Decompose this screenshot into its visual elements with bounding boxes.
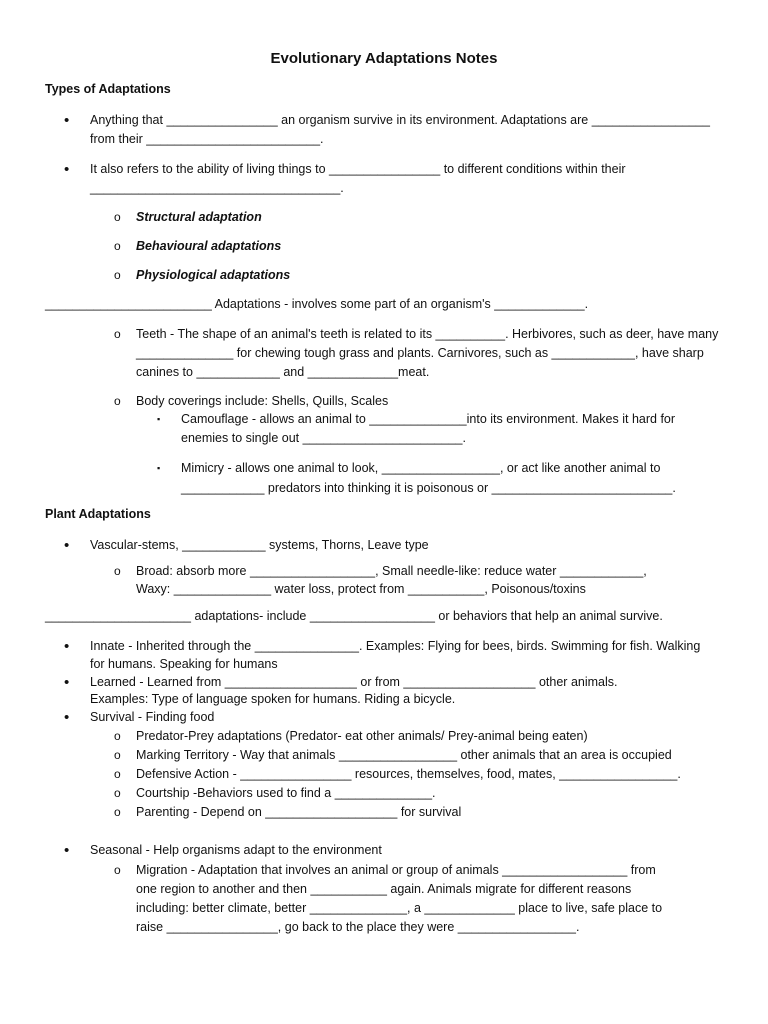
note-line: Waxy: ______________ water loss, protect from ___________, Poisonous/toxins	[136, 582, 586, 596]
note-line: Learned - Learned from ___________________ or from ___________________ other animals.	[90, 675, 618, 689]
note-line: Body coverings include: Shells, Quills, Scales	[136, 394, 389, 408]
note-line: Teeth - The shape of an animal's teeth is related to its __________. Herbivores, such as deer, have many	[136, 327, 719, 341]
note-line: Courtship -Behaviors used to find a ______________.	[136, 786, 436, 800]
note-line: one region to another and then ___________ again. Animals migrate for different reasons	[136, 882, 632, 896]
note-line: Vascular-stems, ____________ systems, Thorns, Leave type	[90, 538, 429, 552]
note-line: Examples: Type of language spoken for humans. Riding a bicycle.	[90, 692, 456, 706]
circle-marker: o	[114, 268, 121, 282]
circle-marker: o	[114, 239, 121, 253]
adaptation-type-behavioural: Behavioural adaptations	[136, 239, 282, 253]
note-line: Broad: absorb more __________________, Small needle-like: reduce water ____________,	[136, 564, 647, 578]
circle-marker: o	[114, 327, 121, 341]
circle-marker: o	[114, 786, 121, 800]
note-line: ______________ for chewing tough grass and plants. Carnivores, such as ____________, have sharp	[136, 346, 704, 360]
circle-marker: o	[114, 805, 121, 819]
note-line: Camouflage - allows an animal to ______________into its environment. Makes it hard for	[181, 412, 676, 426]
adaptation-type-structural: Structural adaptation	[136, 210, 262, 224]
circle-marker: o	[114, 394, 121, 408]
circle-marker: o	[114, 863, 121, 877]
section-heading-plant: Plant Adaptations	[45, 507, 151, 521]
note-line: Seasonal - Help organisms adapt to the environment	[90, 843, 382, 857]
bullet-marker: •	[64, 842, 70, 859]
note-line: Anything that ________________ an organism survive in its environment. Adaptations are _________________	[90, 113, 710, 127]
note-line: _____________________ adaptations- include __________________ or behaviors that help an animal survive.	[45, 609, 663, 623]
adaptation-type-physiological: Physiological adaptations	[136, 268, 291, 282]
bullet-marker: •	[64, 709, 70, 726]
note-line: ____________________________________.	[90, 181, 344, 195]
note-line: including: better climate, better ______________, a _____________ place to live, safe place to	[136, 901, 663, 915]
note-line: Parenting - Depend on ___________________ for survival	[136, 805, 462, 819]
note-line: from their _________________________.	[90, 132, 324, 146]
square-marker: ▪	[157, 414, 161, 424]
document-title: Evolutionary Adaptations Notes	[270, 50, 498, 67]
note-line: Innate - Inherited through the _______________. Examples: Flying for bees, birds. Swimming for fish. Walking	[90, 639, 701, 653]
circle-marker: o	[114, 748, 121, 762]
bullet-marker: •	[64, 638, 70, 655]
note-line: ________________________ Adaptations - involves some part of an organism's _____________.	[45, 297, 589, 311]
note-line: enemies to single out _______________________.	[181, 431, 466, 445]
note-line: Defensive Action - ________________ resources, themselves, food, mates, _________________.	[136, 767, 681, 781]
circle-marker: o	[114, 564, 121, 578]
bullet-marker: •	[64, 537, 70, 554]
section-heading-types: Types of Adaptations	[45, 82, 171, 96]
circle-marker: o	[114, 729, 121, 743]
note-line: canines to ____________ and _____________meat.	[136, 365, 430, 379]
note-line: Marking Territory - Way that animals _________________ other animals that an area is occupied	[136, 748, 672, 762]
note-line: Migration - Adaptation that involves an animal or group of animals __________________ from	[136, 863, 656, 877]
note-line: for humans. Speaking for humans	[90, 657, 278, 671]
note-line: ____________ predators into thinking it is poisonous or __________________________.	[181, 481, 676, 495]
note-line: It also refers to the ability of living things to ________________ to different conditions within their	[90, 162, 626, 176]
note-line: Predator-Prey adaptations (Predator- eat other animals/ Prey-animal being eaten)	[136, 729, 588, 743]
circle-marker: o	[114, 210, 121, 224]
bullet-marker: •	[64, 112, 70, 129]
bullet-marker: •	[64, 161, 70, 178]
note-line: raise ________________, go back to the place they were _________________.	[136, 920, 580, 934]
bullet-marker: •	[64, 674, 70, 691]
square-marker: ▪	[157, 463, 161, 473]
circle-marker: o	[114, 767, 121, 781]
note-line: Survival - Finding food	[90, 710, 215, 724]
note-line: Mimicry - allows one animal to look, _________________, or act like another animal to	[181, 461, 661, 475]
